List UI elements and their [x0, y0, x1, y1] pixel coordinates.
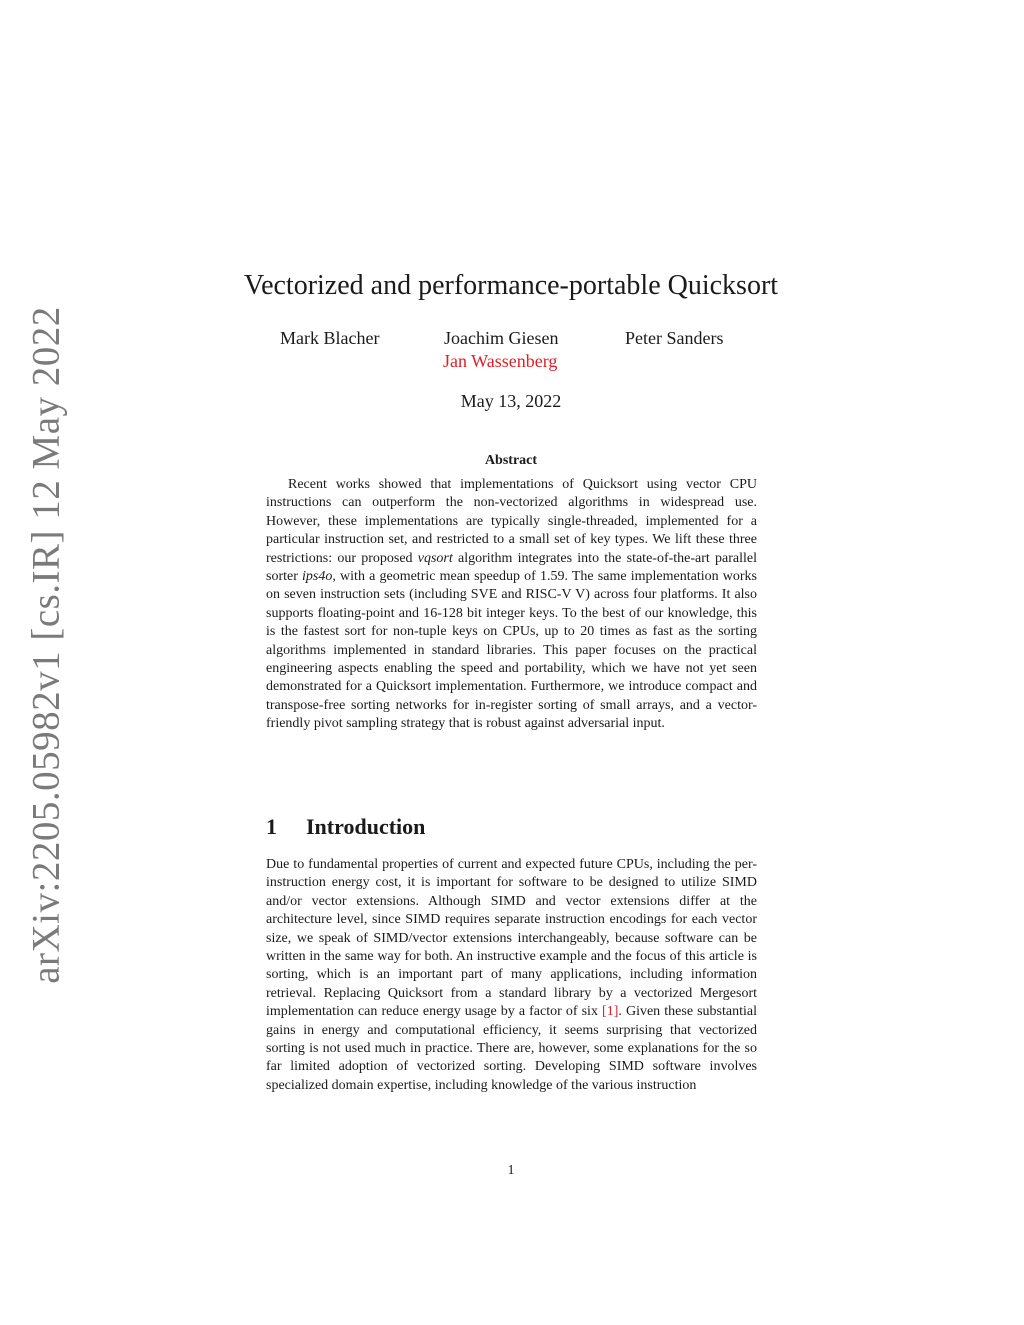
author-name: Joachim Giesen — [444, 328, 559, 348]
publication-date: May 13, 2022 — [460, 391, 562, 411]
section-number: 1 — [266, 814, 277, 839]
algorithm-name: vqsort — [417, 550, 453, 566]
abstract-heading: Abstract — [484, 453, 538, 468]
abstract-text: Recent works showed that implementations of Quicksort using vector CPU instructions can outperform the non-vectorized algorithms in widespread use. However, these implementations are typically single-threaded, implemented for a particular instruction set, and restricted to a small set of key types. We lift these three restrictions: our proposed — [266, 477, 757, 566]
abstract-text: algorithm integrates into the state-of-the-art parallel sorter — [266, 550, 757, 585]
citation-link[interactable]: [1] — [602, 1004, 619, 1020]
section-heading — [266, 813, 425, 841]
abstract-body — [266, 476, 757, 734]
author-name-link[interactable]: Jan Wassenberg — [443, 351, 558, 371]
author-name: Peter Sanders — [625, 328, 724, 348]
introduction-body — [266, 856, 757, 1095]
section-title: Introduction — [306, 814, 426, 839]
paper-title: Vectorized and performance-portable Quicksort — [243, 270, 779, 301]
page-number: 1 — [507, 1163, 515, 1178]
body-text: Due to fundamental properties of current and expected future CPUs, including the per-instruction energy cost, it is important for software to be designed to utilize SIMD and/or vector extensions. Although SIMD and vector extensions differ at the architecture level, since SIMD requires separate instruction encodings for each vector size, we speak of SIMD/vector extensions interchangeably, because software can be written in the same way for both. An instructive example and the focus of this article is sorting, which is an important part of many applications, including information retrieval. Replacing Quicksort from a standard library by a vectorized Mergesort implementation can reduce energy usage by a factor of six — [266, 857, 757, 1020]
abstract-text: , with a geometric mean speedup of 1.59. The same implementation works on seven instruction sets (including SVE and RISC-V V) across four platforms. It also supports floating-point and 16-128 bit integer keys. To the best of our knowledge, this is the fastest sort for non-tuple keys on CPUs, up to 20 times as fast as the sorting algorithms implemented in standard libraries. This paper focuses on the practical engineering aspects enabling the speed and portability, which we have not yet seen demonstrated for a Quicksort implementation. Furthermore, we introduce compact and transpose-free sorting networks for in-register sorting of small arrays, and a vector-friendly pivot sampling strategy that is robust against adversarial input. — [266, 569, 757, 732]
algorithm-name: ips4o — [302, 569, 333, 585]
body-text: . Given these substantial gains in energy and computational efficiency, it seems surprising that vectorized sorting is not used much in practice. There are, however, some explanations for the so far limited adoption of vectorized sorting. Developing SIMD software involves specialized domain expertise, including knowledge of the various instruction — [266, 1004, 757, 1093]
author-name: Mark Blacher — [280, 328, 380, 348]
arxiv-identifier-stamp: arXiv:2205.05982v1 [cs.IR] 12 May 2022 — [24, 306, 68, 984]
